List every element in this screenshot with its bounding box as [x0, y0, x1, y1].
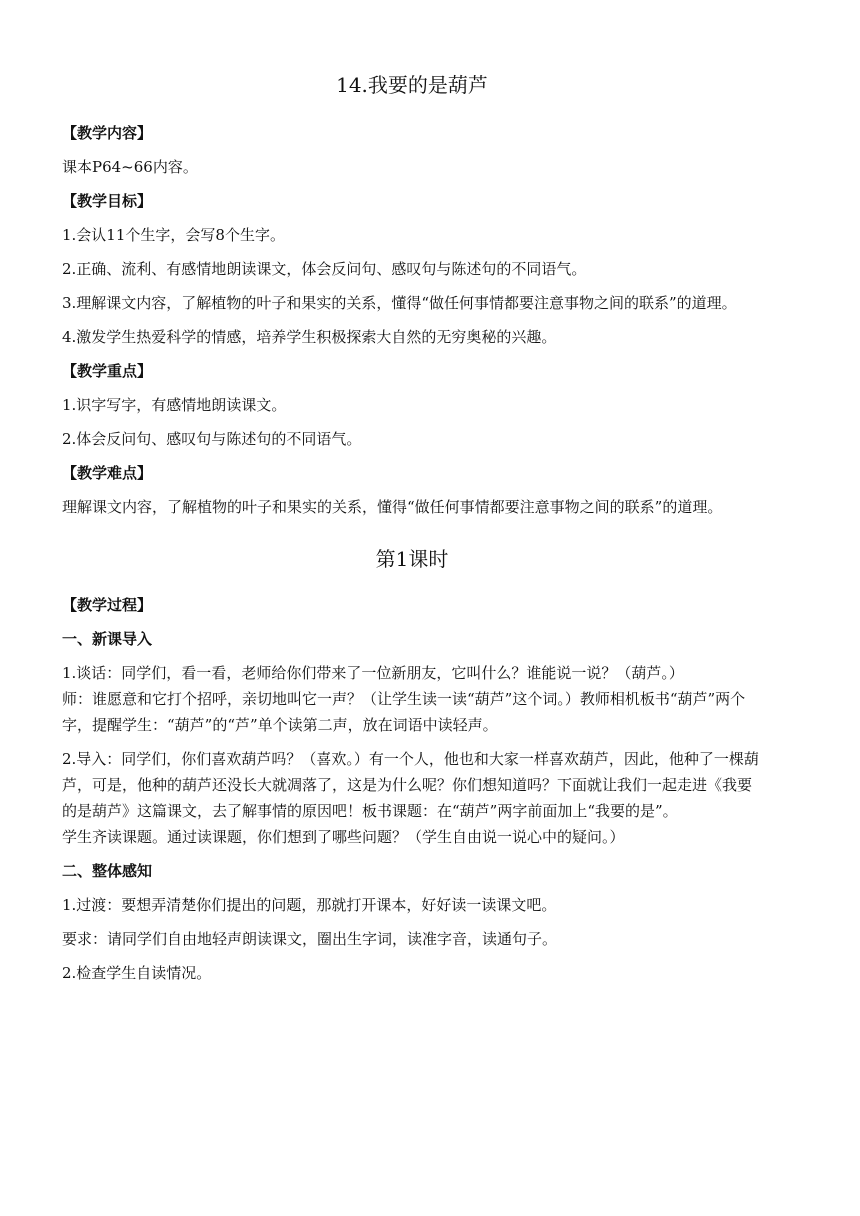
process-heading: 【教学过程】 [62, 596, 153, 614]
part-new-lesson-intro [62, 626, 762, 850]
paragraph: 学生齐读课题。通过读课题，你们想到了哪些问题？（学生自由说一说心中的疑问。） [62, 828, 625, 846]
paragraph: 要求：请同学们自由地轻声朗读课文，圈出生字词，读准字音，读通句子。 [62, 930, 558, 948]
paragraph: 理解课文内容，了解植物的叶子和果实的关系，懂得“做任何事情都要注意事物之间的联系”的道理。 [62, 498, 723, 516]
paragraph: 师：谁愿意和它打个招呼，亲切地叫它一声？（让学生读一读“葫芦”这个词。）教师相机板书“葫芦”两个字，提醒学生：“葫芦”的“芦”单个读第二声，放在词语中读轻声。 [62, 690, 746, 734]
paragraph: 2.体会反问句、感叹句与陈述句的不同语气。 [62, 430, 362, 448]
part-heading: 二、整体感知 [62, 862, 153, 880]
section-difficulties [62, 460, 762, 520]
section-heading: 【教学内容】 [62, 124, 153, 142]
section-teaching-goals [62, 188, 762, 350]
section-heading: 【教学目标】 [62, 192, 153, 210]
lesson-title: 第1课时 [375, 547, 449, 571]
paragraph: 1.识字写字，有感情地朗读课文。 [62, 396, 287, 414]
paragraph: 2.导入：同学们，你们喜欢葫芦吗？（喜欢。）有一个人，他也和大家一样喜欢葫芦，因此，他种了一棵葫芦，可是，他种的葫芦还没长大就凋落了，这是为什么呢？你们想知道吗？下面就让我们一起走进《我要的是葫芦》这篇课文，去了解事情的原因吧！板书课题：在“葫芦”两字前面加上“我要的是”。 [62, 750, 759, 820]
paragraph: 4.激发学生热爱科学的情感，培养学生积极探索大自然的无穷奥秘的兴趣。 [62, 328, 557, 346]
paragraph: 1.谈话：同学们，看一看，老师给你们带来了一位新朋友，它叫什么？谁能说一说？（葫芦。） [62, 664, 684, 682]
section-heading: 【教学难点】 [62, 464, 153, 482]
document-title: 14.我要的是葫芦 [336, 73, 488, 97]
part-heading: 一、新课导入 [62, 630, 153, 648]
section-key-points [62, 358, 762, 452]
part-overall-perception [62, 858, 762, 986]
paragraph: 1.过渡：要想弄清楚你们提出的问题，那就打开课本，好好读一读课文吧。 [62, 896, 557, 914]
paragraph: 2.检查学生自读情况。 [62, 964, 212, 982]
section-teaching-content [62, 120, 762, 180]
paragraph: 1.会认11个生字，会写8个生字。 [62, 226, 285, 244]
paragraph: 课本P64~66内容。 [62, 158, 198, 176]
paragraph: 3.理解课文内容，了解植物的叶子和果实的关系，懂得“做任何事情都要注意事物之间的联系”的道理。 [62, 294, 737, 312]
section-heading: 【教学重点】 [62, 362, 153, 380]
paragraph: 2.正确、流利、有感情地朗读课文，体会反问句、感叹句与陈述句的不同语气。 [62, 260, 587, 278]
